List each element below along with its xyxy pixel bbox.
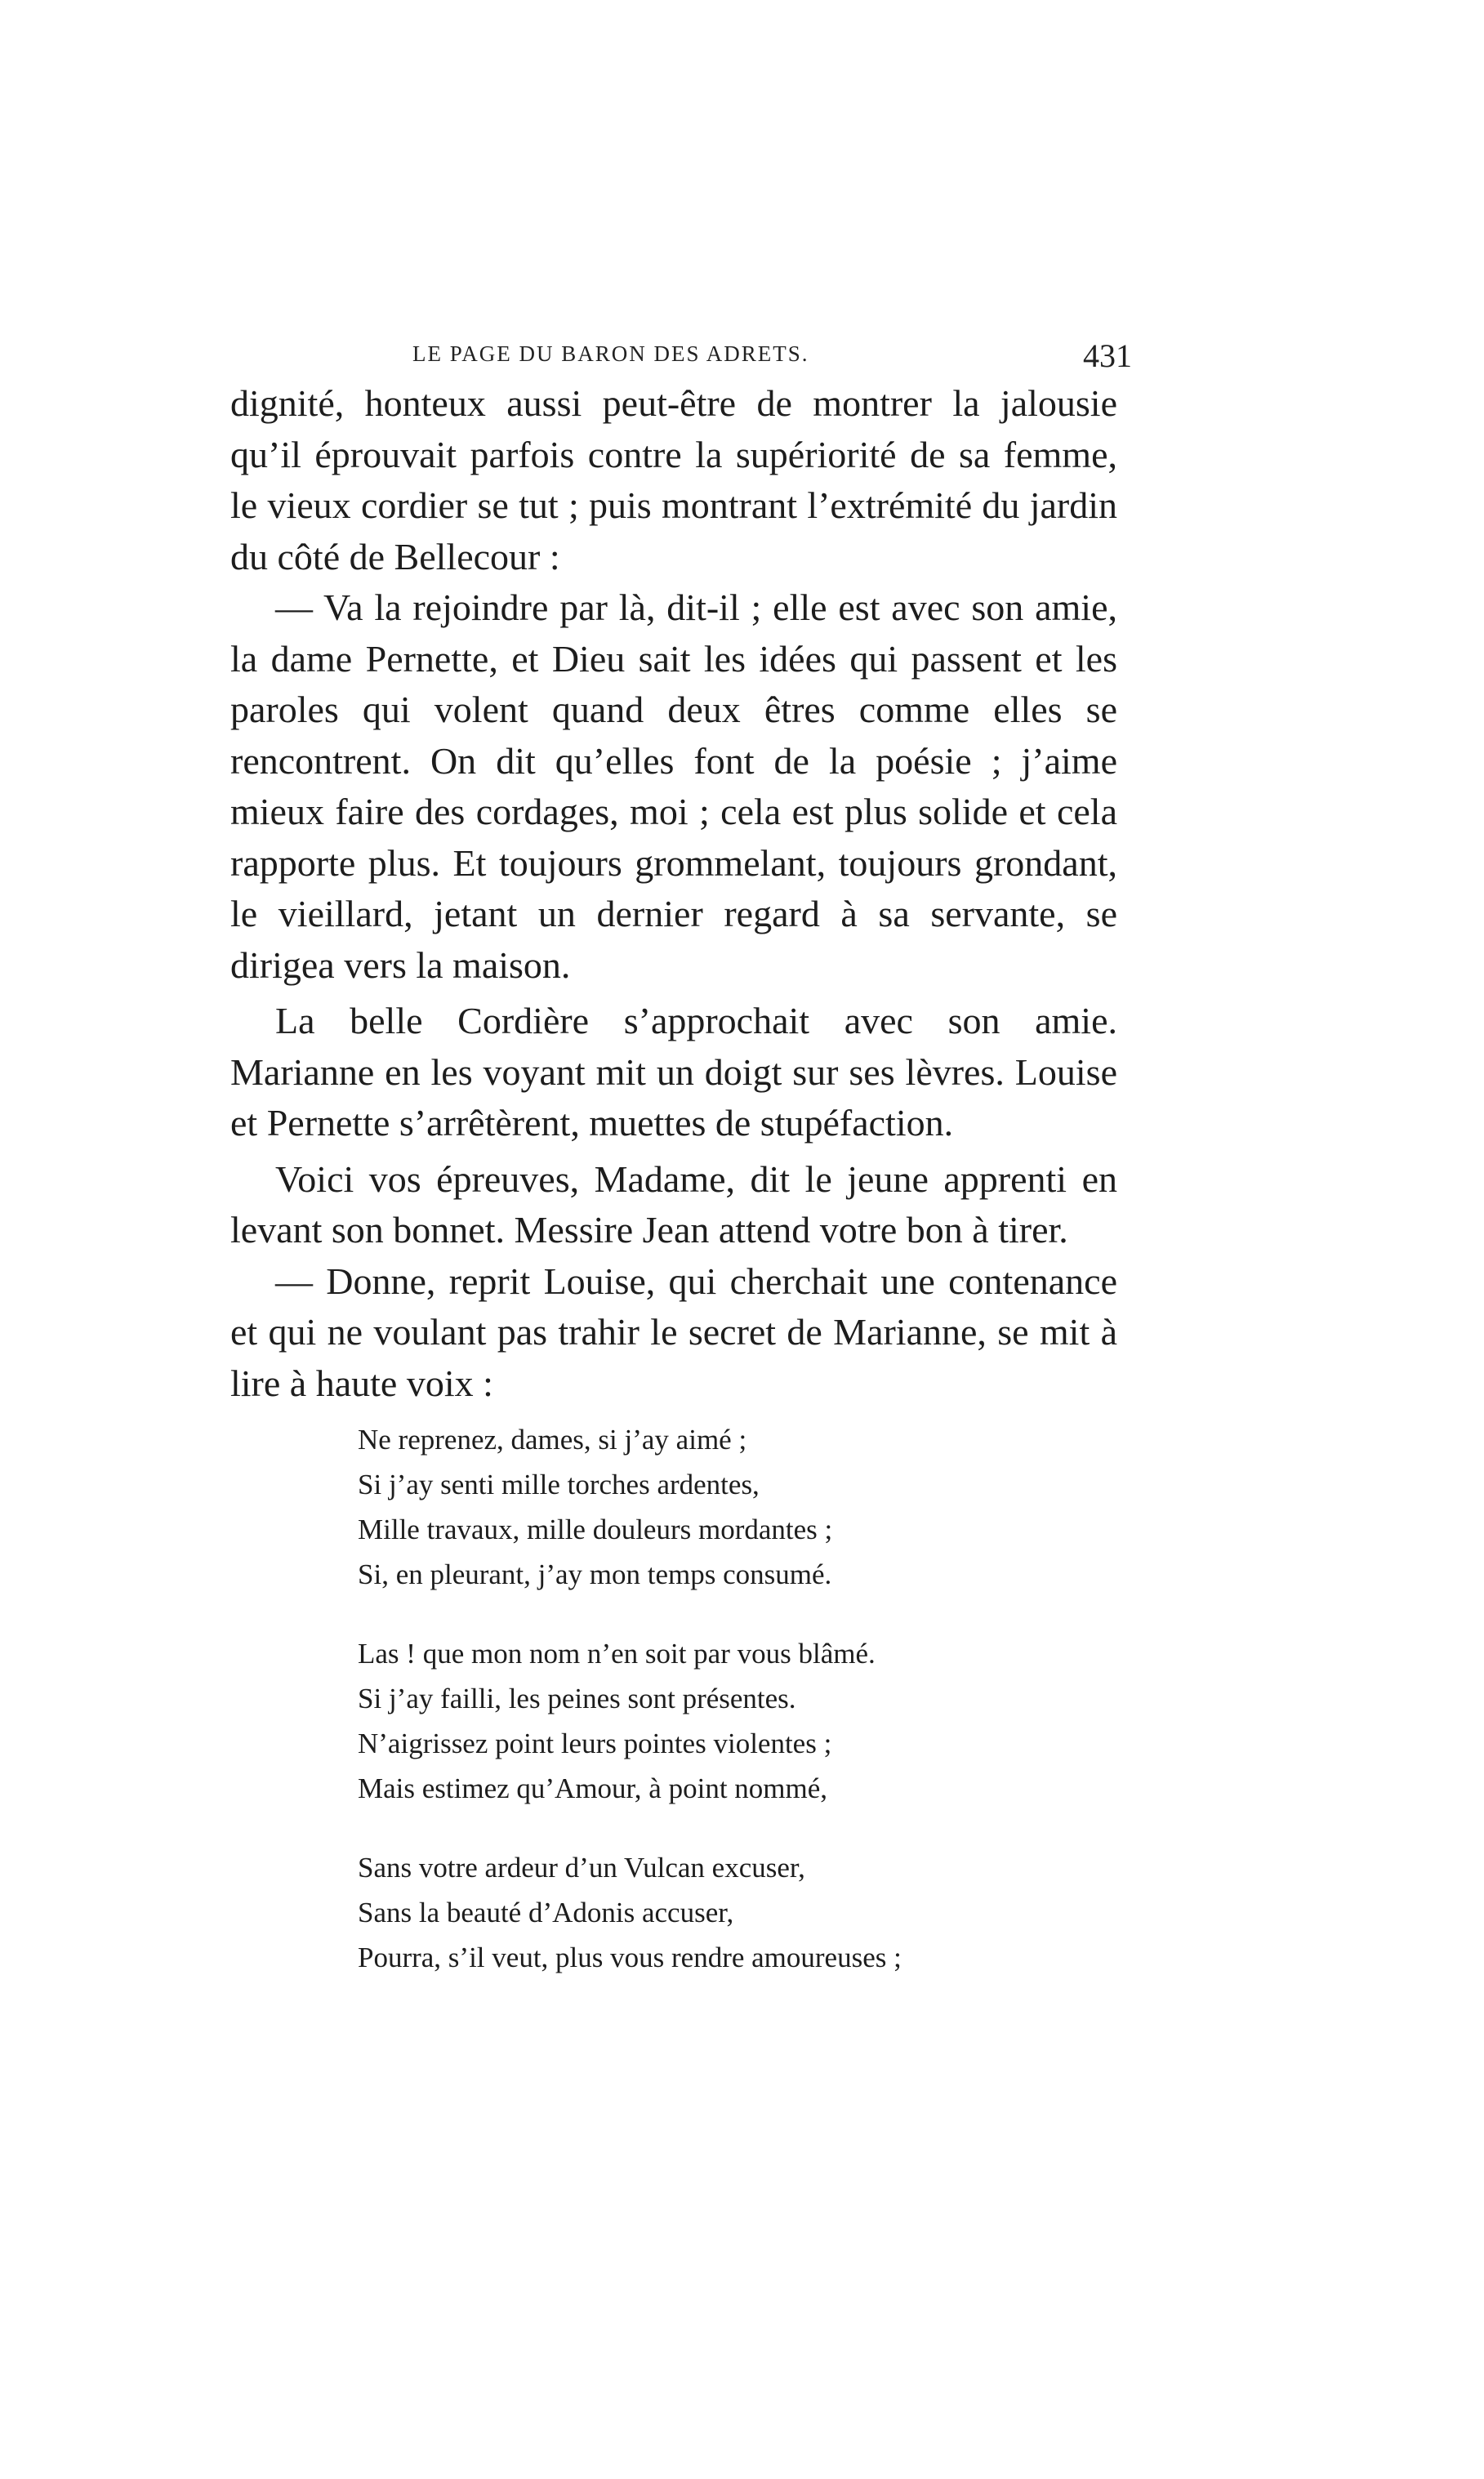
page-number: 431 (1083, 337, 1132, 374)
verse-line: Sans votre ardeur d’un Vulcan excuser, (358, 1852, 805, 1884)
page-header (229, 337, 1132, 377)
stanza (358, 1845, 1093, 1980)
verse-line: Si j’ay senti mille torches ardentes, (358, 1469, 760, 1500)
verse-line: Mais estimez qu’Amour, à point nommé, (358, 1772, 828, 1804)
paragraph: — Donne, reprit Louise, qui cherchait une contenance et qui ne voulant pas trahir le secret de Marianne, se mit à lire à haute voix : (230, 1260, 1117, 1404)
prose-text (230, 378, 1117, 1409)
stanza (358, 1417, 1093, 1597)
poem (358, 1417, 1093, 2014)
paragraph: dignité, honteux aussi peut-être de montrer la jalousie qu’il éprouvait parfois contre la supériorité de sa femme, le vieux cordier se tut ; puis montrant l’extrémité du jardin du côté de Bellecour : (230, 382, 1117, 577)
paragraph: Voici vos épreuves, Madame, dit le jeune apprenti en levant son bonnet. Messire Jean attend votre bon à tirer. (230, 1157, 1117, 1251)
verse-line: N’aigrissez point leurs pointes violentes ; (358, 1728, 832, 1759)
verse-line: Las ! que mon nom n’en soit par vous blâmé. (358, 1638, 876, 1670)
running-head: LE PAGE DU BARON DES ADRETS. (412, 341, 809, 366)
verse-line: Mille travaux, mille douleurs mordantes ; (358, 1514, 833, 1545)
verse-line: Pourra, s’il veut, plus vous rendre amoureuses ; (358, 1942, 902, 1973)
verse-line: Si, en pleurant, j’ay mon temps consumé. (358, 1558, 832, 1590)
verse-line: Ne reprenez, dames, si j’ay aimé ; (358, 1424, 747, 1456)
paragraph: — Va la rejoindre par là, dit-il ; elle est avec son amie, la dame Pernette, et Dieu sait les idées qui passent et les paroles qui volent quand deux êtres comme elles se rencontrent. On dit qu’elles font de la poésie ; j’aime mieux faire des cordages, moi ; cela est plus solide et cela rapporte plus. Et toujours grommelant, toujours grondant, le vieillard, jetant un dernier regard à sa servante, se dirigea vers la maison. (230, 586, 1117, 986)
paragraph: La belle Cordière s’approchait avec son amie. Marianne en les voyant mit un doigt sur ses lèvres. Louise et Pernette s’arrêtèrent, muettes de stupéfaction. (230, 1000, 1117, 1144)
stanza (358, 1631, 1093, 1811)
verse-line: Sans la beauté d’Adonis accuser, (358, 1897, 734, 1928)
verse-line: Si j’ay failli, les peines sont présentes. (358, 1683, 796, 1714)
